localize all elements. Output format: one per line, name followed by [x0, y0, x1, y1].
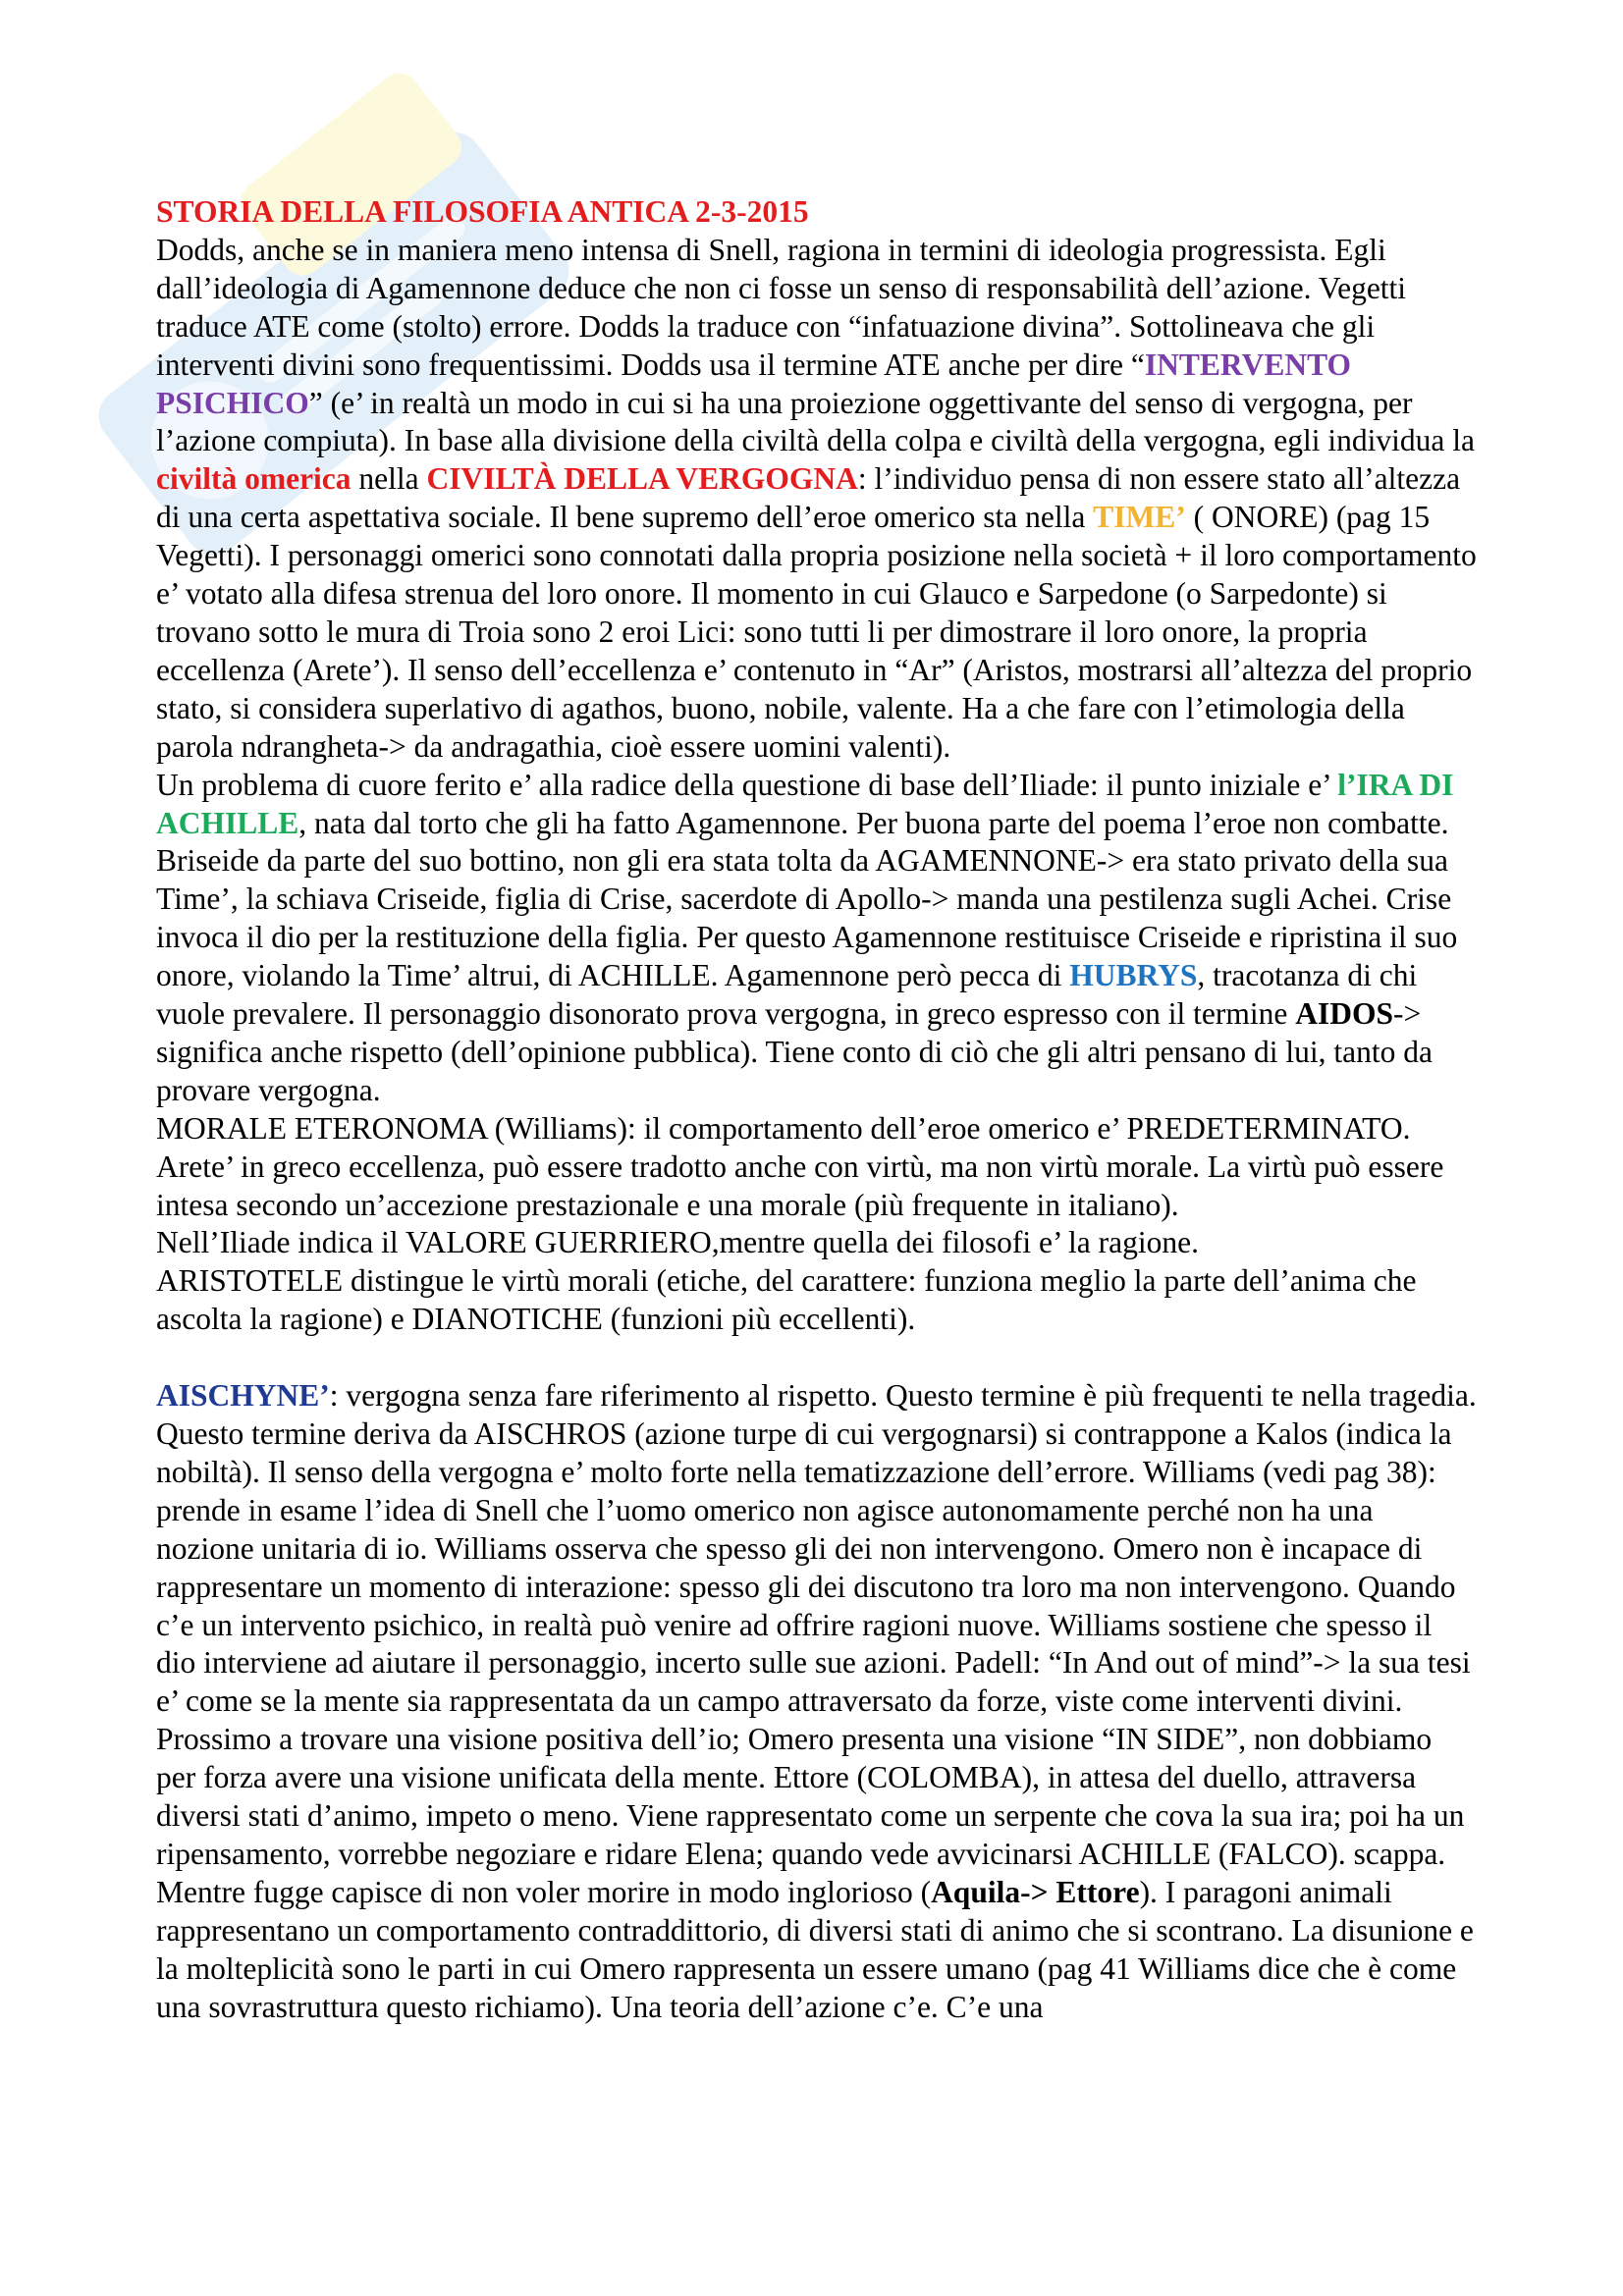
document-body	[156, 193, 1477, 2026]
document-title: STORIA DELLA FILOSOFIA ANTICA 2-3-2015	[156, 194, 809, 229]
text-run: -> significa anche rispetto (dell’opinione pubblica). Tiene conto di ciò che gli altri pensano di lui, tanto da provare vergogna.	[156, 996, 1433, 1107]
highlight-aquila-ettore: Aquila-> Ettore	[931, 1874, 1140, 1909]
text-run: , nata dal torto che gli ha fatto Agamennone. Per buona parte del poema l’eroe non combatte. Briseide da parte del suo bottino, non gli era stata tolta da AGAMENNONE-> era stato privato della sua Time’, la schiava Criseide, figlia di Crise, sacerdote di Apollo-> manda una pestilenza sugli Achei. Crise invoca il dio per la restituzione della figlia. Per questo Agamennone restituisce Criseide e ripristina il suo onore, violando la Time’ altrui, di ACHILLE. Agamennone però pecca di	[156, 805, 1458, 993]
text-run: Dodds, anche se in maniera meno intensa di Snell, ragiona in termini di ideologia progressista. Egli dall’ideologia di Agamennone deduce che non ci fosse un senso di responsabilità dell’azione. Vegetti traduce ATE come (stolto) errore. Dodds la traduce con “infatuazione divina”. Sottolineava che gli interventi divini sono frequentissimi. Dodds usa il termine ATE anche per dire “	[156, 232, 1407, 382]
text-run: : l’individuo pensa di non essere stato all’altezza di una certa aspettativa sociale. Il bene supremo dell’eroe omerico sta nella	[156, 461, 1461, 535]
paragraph-dodds	[156, 232, 1477, 767]
text-run: : vergogna senza fare riferimento al rispetto. Questo termine è più frequenti te nella tragedia. Questo termine deriva da AISCHROS (azione turpe di cui vergognarsi) si contrappone a Kalos (indica la nobiltà). Il senso della vergogna e’ molto forte nella tematizzazione dell’errore. Williams (vedi pag 38): prende in esame l’idea di Snell che l’uomo omerico non agisce autonomamente perché non ha una nozione unitaria di io. Williams osserva che spesso gli dei non intervengono. Omero non è incapace di rappresentare un momento di interazione: spesso gli dei discutono tra loro ma non intervengono. Quando c’e un intervento psichico, in realtà può venire ad offrire ragioni nuove. Williams sostiene che spesso il dio interviene ad aiutare il personaggio, incerto sulle sue azioni. Padell: “In And out of mind”-> la sua tesi e’ come se la mente sia rappresentata da un campo attraversato da forze, viste come interventi divini. Prossimo a trovare una visione positiva dell’io; Omero presenta una visione “IN SIDE”, non dobbiamo per forza avere una visione unificata della mente. Ettore (COLOMBA), in attesa del duello, attraversa diversi stati d’animo, impeto o meno. Viene rappresentato come un serpente che cova la sua ira; poi ha un ripensamento, vorrebbe negoziare e ridare Elena; quando vede avvicinarsi ACHILLE (FALCO). scappa. Mentre fugge capisce di non voler morire in modo inglorioso (	[156, 1378, 1477, 1909]
highlight-hubrys: HUBRYS	[1069, 958, 1198, 993]
text-run: ). I paragoni animali rappresentano un comportamento contraddittorio, di diversi stati di animo che si scontrano. La disunione e la molteplicità sono le parti in cui Omero rappresenta un essere umano (pag 41 Williams dice che è come una sovrastruttura questo richiamo). Una teoria dell’azione c’e. C’e una	[156, 1874, 1474, 2024]
text-run: nella	[351, 461, 427, 497]
paragraph-morale-eteronoma: MORALE ETERONOMA (Williams): il comportamento dell’eroe omerico e’ PREDETERMINATO.	[156, 1110, 1411, 1146]
text-run: ” (e’ in realtà un modo in cui si ha una proiezione oggettivante del senso di vergogna, per l’azione compiuta). In base alla divisione della civiltà della colpa e civiltà della vergogna, egli individua la	[156, 385, 1475, 458]
paragraph-aischyne	[156, 1377, 1477, 2026]
paragraph-valore-guerriero: Nell’Iliade indica il VALORE GUERRIERO,mentre quella dei filosofi e’ la ragione.	[156, 1225, 1199, 1260]
paragraph-arete: Arete’ in greco eccellenza, può essere tradotto anche con virtù, ma non virtù morale. La virtù può essere intesa secondo un’accezione prestazionale e una morale (più frequente in italiano).	[156, 1148, 1444, 1222]
text-run: ( ONORE) (pag 15 Vegetti). I personaggi omerici sono connotati dalla propria posizione nella società + il loro comportamento e’ votato alla difesa strenua del loro onore. Il momento in cui Glauco e Sarpedone (o Sarpedonte) si trovano sotto le mura di Troia sono 2 eroi Lici: sono tutti li per dimostrare il loro onore, la propria eccellenza (Arete’). Il senso dell’eccellenza e’ contenuto in “Ar” (Aristos, mostrarsi all’altezza del proprio stato, si considera superlativo di agathos, buono, nobile, valente. Ha a che fare con l’etimologia della parola ndrangheta-> da andragathia, cioè essere uomini valenti).	[156, 500, 1477, 764]
text-run: Un problema di cuore ferito e’ alla radice della questione di base dell’Iliade: il punto iniziale e’	[156, 767, 1338, 802]
paragraph-aristotele: ARISTOTELE distingue le virtù morali (etiche, del carattere: funziona meglio la parte dell’anima che ascolta la ragione) e DIANOTICHE (funzioni più eccellenti).	[156, 1263, 1417, 1337]
highlight-aischyne: AISCHYNE’	[156, 1378, 330, 1414]
paragraph-iliade	[156, 767, 1477, 1110]
paragraph-spacer	[156, 1339, 1477, 1377]
text-run: , tracotanza di chi vuole prevalere. Il personaggio disonorato prova vergogna, in greco espresso con il termine	[156, 958, 1418, 1032]
highlight-time: TIME’	[1093, 500, 1186, 535]
highlight-ira-di-achille: l’IRA DI ACHILLE	[156, 767, 1454, 840]
highlight-civilta-omerica: civiltà omerica	[156, 461, 352, 497]
highlight-civilta-vergogna: CIVILTÀ DELLA VERGOGNA	[426, 461, 858, 497]
highlight-aidos: AIDOS	[1295, 996, 1393, 1032]
highlight-intervento-psichico: INTERVENTO PSICHICO	[156, 347, 1352, 420]
